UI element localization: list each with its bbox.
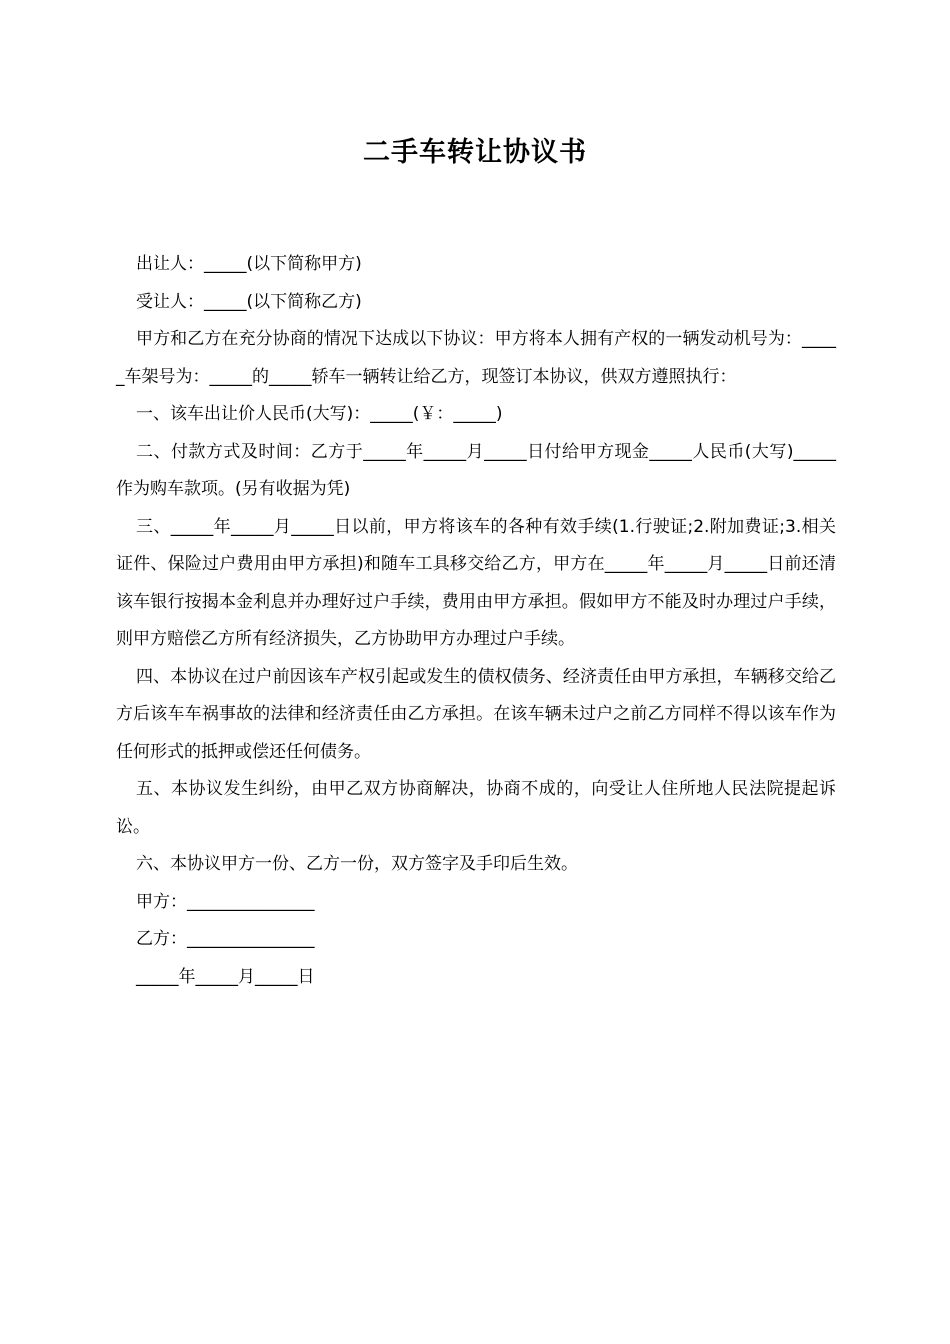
document-title: 二手车转让协议书 <box>363 137 587 168</box>
clause-5: 五、本协议发生纠纷，由甲乙双方协商解决，协商不成的，向受让人住所地人民法院提起诉讼。 <box>116 779 836 837</box>
document-body <box>116 246 836 996</box>
clause-4: 四、本协议在过户前因该车产权引起或发生的债权债务、经济责任由甲方承担，车辆移交给乙方后该车车祸事故的法律和经济责任由乙方承担。在该车辆未过户之前乙方同样不得以该车作为任何形式的抵押或偿还任何债务。 <box>116 666 836 762</box>
agreement-intro: 甲方和乙方在充分协商的情况下达成以下协议：甲方将本人拥有产权的一辆发动机号为：_____车架号为：_____的_____轿车一辆转让给乙方，现签订本协议，供双方遵照执行： <box>116 329 836 387</box>
party-a-signature: 甲方：_______________ <box>136 891 315 912</box>
clause-1: 一、该车出让价人民币(大写)：_____(￥：_____) <box>136 404 503 424</box>
transferee-line: 受让人：_____(以下简称乙方) <box>136 291 362 312</box>
signing-date: _____年_____月_____日 <box>136 966 315 987</box>
clause-2: 二、付款方式及时间：乙方于_____年_____月_____日付给甲方现金_____人民币(大写)_____作为购车款项。(另有收据为凭) <box>116 441 836 499</box>
clause-3: 三、_____年_____月_____日以前，甲方将该车的各种有效手续(1.行驶证;2.附加费证;3.相关证件、保险过户费用由甲方承担)和随车工具移交给乙方，甲方在_____年_____月_____日前还清该车银行按揭本金利息并办理好过户手续，费用由甲方承担。假如甲方不能及时办理过户手续，则甲方赔偿乙方所有经济损失，乙方协助甲方办理过户手续。 <box>116 516 836 649</box>
transferor-line: 出让人：_____(以下简称甲方) <box>136 254 362 274</box>
party-b-signature: 乙方：_______________ <box>136 929 315 949</box>
clause-6: 六、本协议甲方一份、乙方一份，双方签字及手印后生效。 <box>136 854 578 874</box>
